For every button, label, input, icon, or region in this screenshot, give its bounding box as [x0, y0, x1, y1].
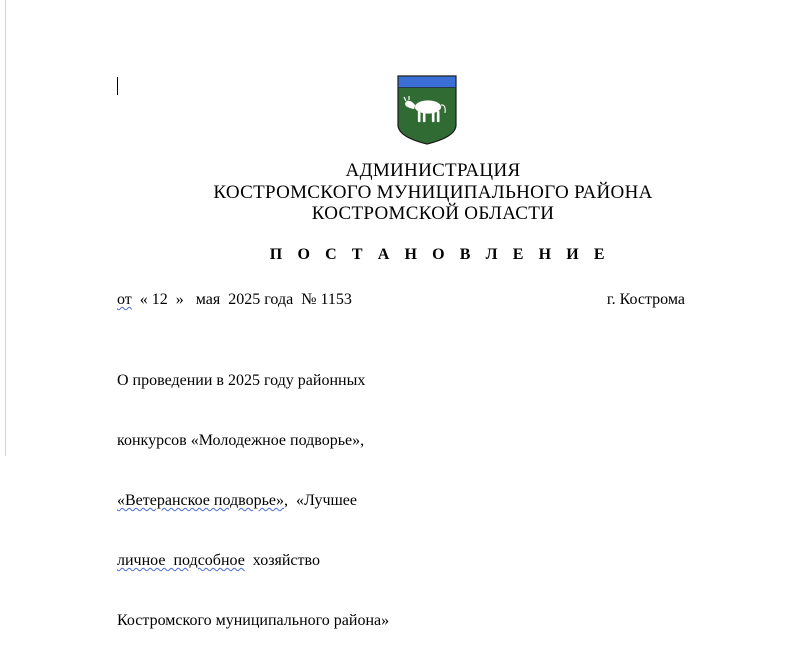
- document-subject: [117, 331, 389, 651]
- header-organization-line-3: КОСТРОМСКОЙ ОБЛАСТИ: [311, 203, 555, 224]
- subject-line-1: О проведении в 2025 году районных: [117, 372, 366, 389]
- header-organization-line-1: АДМИНИСТРАЦИЯ: [345, 160, 521, 181]
- subject-line-2: конкурсов «Молодежное подворье»,: [117, 432, 365, 449]
- spellcheck-underlined-word: от: [117, 291, 132, 308]
- document-place: г. Кострома: [606, 291, 685, 308]
- page-left-edge: [5, 0, 6, 456]
- subject-line-4: личное подсобное хозяйство: [117, 552, 320, 569]
- subject-line-3: «Ветеранское подворье», «Лучшее: [117, 492, 358, 509]
- coat-of-arms-icon: [397, 75, 457, 145]
- subject-line-5: Костромского муниципального района»: [117, 612, 390, 629]
- date-number-line: [117, 290, 685, 310]
- document-date-number: « 12 » мая 2025 года № 1153: [131, 291, 352, 308]
- document-date: [117, 290, 352, 310]
- text-cursor: [117, 77, 118, 95]
- spellcheck-underlined-phrase: «Ветеранское подворье»: [117, 492, 284, 509]
- document-type-title: П О С Т А Н О В Л Е Н И Е: [269, 246, 611, 263]
- spellcheck-underlined-phrase: личное подсобное: [117, 552, 245, 569]
- header-organization-line-2: КОСТРОМСКОГО МУНИЦИПАЛЬНОГО РАЙОНА: [213, 182, 653, 203]
